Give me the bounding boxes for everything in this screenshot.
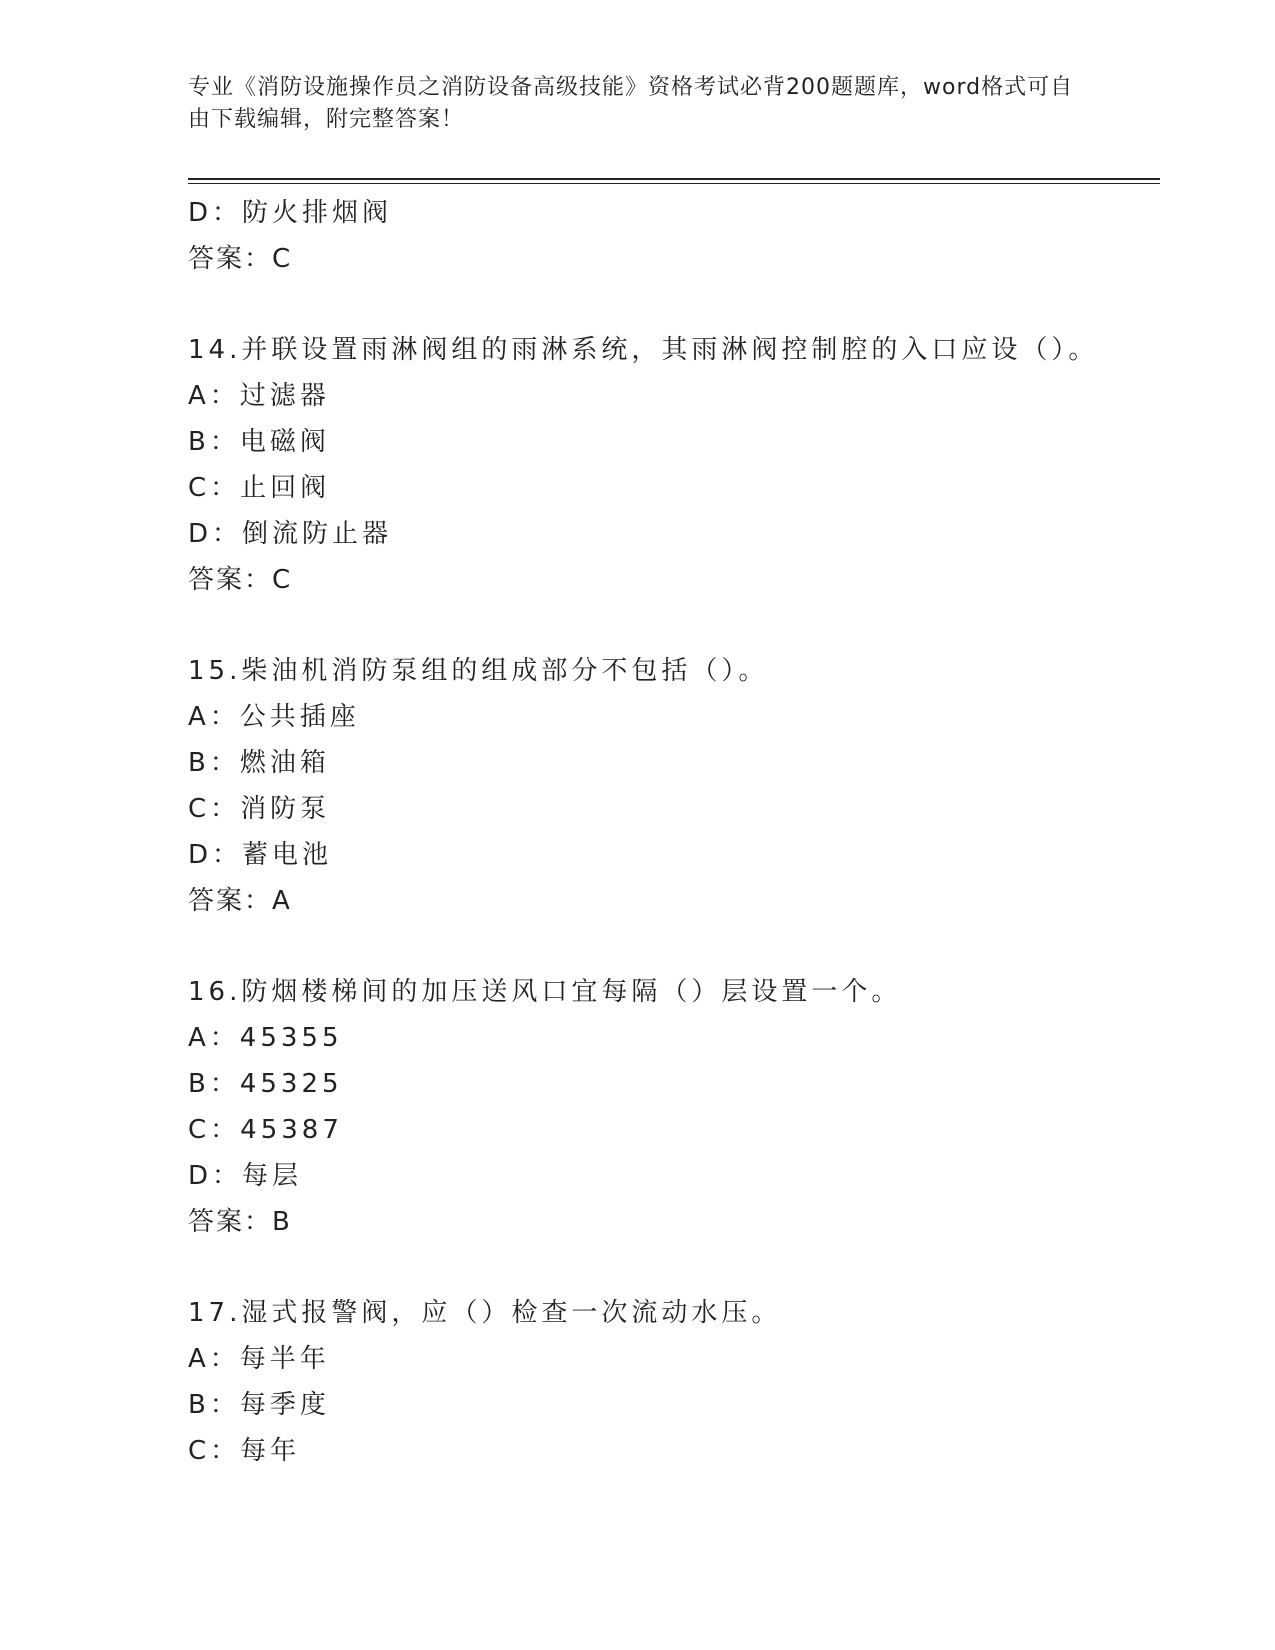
option-d: D：每层 xyxy=(188,1161,303,1191)
header-divider-thin xyxy=(188,183,1160,184)
option-b: B：45325 xyxy=(188,1069,343,1099)
option-b: B：电磁阀 xyxy=(188,427,330,457)
option-b: B：燃油箱 xyxy=(188,748,330,778)
option-b: B：每季度 xyxy=(188,1390,330,1420)
option-d: D：防火排烟阀 xyxy=(188,198,393,228)
option-c: C：止回阀 xyxy=(188,473,331,503)
question-16 xyxy=(188,969,1148,1245)
question-14 xyxy=(188,327,1148,603)
question-stem: 15.柴油机消防泵组的组成部分不包括（）。 xyxy=(188,656,769,686)
option-a: A：每半年 xyxy=(188,1344,330,1374)
option-d: D：蓄电池 xyxy=(188,840,333,870)
question-stem: 16.防烟楼梯间的加压送风口宜每隔（）层设置一个。 xyxy=(188,977,902,1007)
option-a: A：公共插座 xyxy=(188,702,360,732)
option-c: C：每年 xyxy=(188,1436,301,1466)
option-d: D：倒流防止器 xyxy=(188,519,393,549)
answer-line: 答案：B xyxy=(188,1207,292,1237)
answer-line: 答案：A xyxy=(188,886,292,916)
question-15 xyxy=(188,648,1148,924)
answer-line: 答案：C xyxy=(188,244,293,274)
option-a: A：过滤器 xyxy=(188,381,330,411)
question-stem: 14.并联设置雨淋阀组的雨淋系统，其雨淋阀控制腔的入口应设（）。 xyxy=(188,335,1099,365)
continued-question xyxy=(188,190,1148,282)
option-c: C：消防泵 xyxy=(188,794,331,824)
question-list xyxy=(188,190,1148,1474)
document-header: 专业《消防设施操作员之消防设备高级技能》资格考试必背200题题库，word格式可自由下载编辑，附完整答案！ xyxy=(188,75,1074,132)
option-a: A：45355 xyxy=(188,1023,343,1053)
header-divider-thick xyxy=(188,178,1160,180)
question-17 xyxy=(188,1290,1148,1474)
option-c: C：45387 xyxy=(188,1115,343,1145)
question-stem: 17.湿式报警阀，应（）检查一次流动水压。 xyxy=(188,1298,782,1328)
answer-line: 答案：C xyxy=(188,565,293,595)
